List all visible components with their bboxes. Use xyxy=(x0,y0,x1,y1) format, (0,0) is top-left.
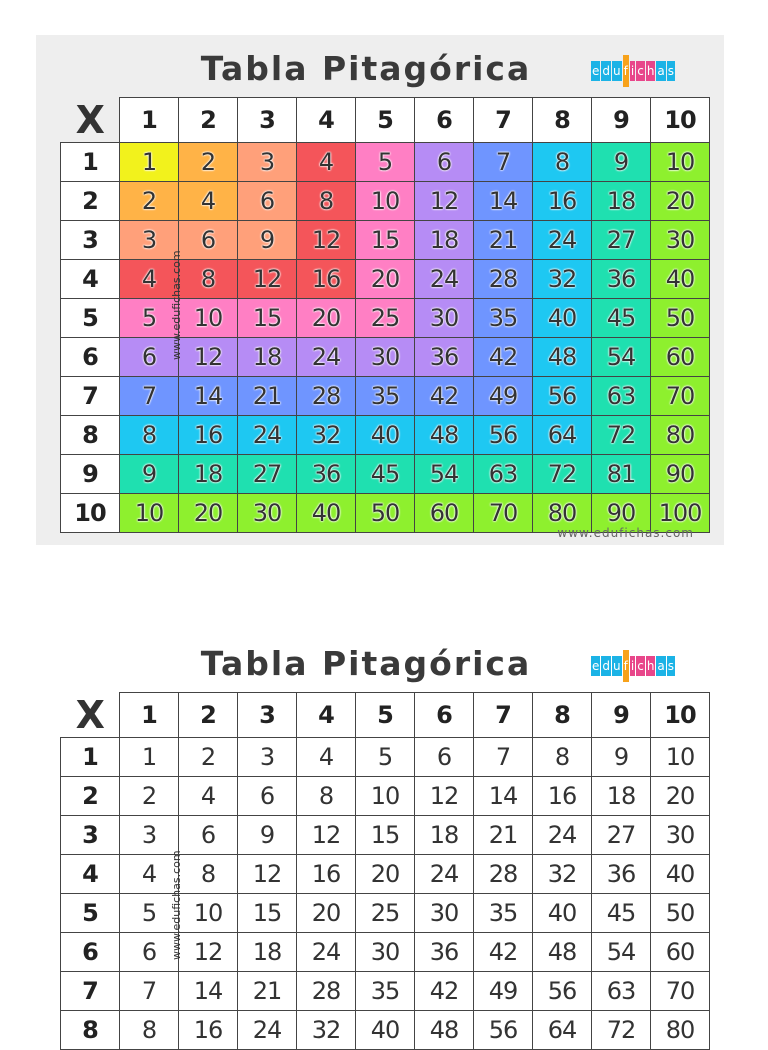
product-cell: 32 xyxy=(297,415,356,454)
product-cell: 25 xyxy=(356,893,415,932)
product-cell: 3 xyxy=(120,220,179,259)
edufichas-logo xyxy=(591,650,676,682)
product-cell: 5 xyxy=(356,142,415,181)
row-header: 8 xyxy=(61,1010,120,1049)
product-cell: 20 xyxy=(651,776,710,815)
product-cell: 14 xyxy=(474,181,533,220)
product-cell: 6 xyxy=(120,932,179,971)
product-cell: 36 xyxy=(415,337,474,376)
row-header: 4 xyxy=(61,854,120,893)
product-cell: 42 xyxy=(415,376,474,415)
product-cell: 8 xyxy=(297,776,356,815)
product-cell: 2 xyxy=(179,737,238,776)
multiplication-grid xyxy=(60,97,710,533)
product-cell: 4 xyxy=(297,142,356,181)
product-cell: 7 xyxy=(120,376,179,415)
product-cell: 6 xyxy=(120,337,179,376)
product-cell: 48 xyxy=(415,1010,474,1049)
product-cell: 21 xyxy=(474,220,533,259)
table-row xyxy=(61,181,710,220)
product-cell: 9 xyxy=(592,737,651,776)
product-cell: 16 xyxy=(533,181,592,220)
row-header: 10 xyxy=(61,493,120,532)
product-cell: 32 xyxy=(533,854,592,893)
product-cell: 45 xyxy=(356,454,415,493)
logo-letter: u xyxy=(612,656,622,676)
product-cell: 8 xyxy=(297,181,356,220)
product-cell: 90 xyxy=(651,454,710,493)
product-cell: 9 xyxy=(120,454,179,493)
product-cell: 16 xyxy=(297,259,356,298)
column-header: 10 xyxy=(651,693,710,738)
product-cell: 54 xyxy=(415,454,474,493)
table-row xyxy=(61,298,710,337)
row-header: 5 xyxy=(61,893,120,932)
product-cell: 24 xyxy=(415,259,474,298)
logo-letter: s xyxy=(667,656,675,676)
row-header: 3 xyxy=(61,220,120,259)
row-header: 7 xyxy=(61,971,120,1010)
product-cell: 27 xyxy=(238,454,297,493)
product-cell: 12 xyxy=(238,854,297,893)
product-cell: 4 xyxy=(179,776,238,815)
product-cell: 56 xyxy=(533,971,592,1010)
vertical-watermark: www.edufichas.com xyxy=(170,250,183,360)
product-cell: 5 xyxy=(120,893,179,932)
table-title: Tabla Pitagórica xyxy=(200,49,532,88)
product-cell: 20 xyxy=(356,259,415,298)
product-cell: 21 xyxy=(238,971,297,1010)
column-header: 5 xyxy=(356,98,415,143)
table-row xyxy=(61,815,710,854)
product-cell: 14 xyxy=(179,376,238,415)
product-cell: 4 xyxy=(120,259,179,298)
product-cell: 8 xyxy=(533,142,592,181)
product-cell: 12 xyxy=(179,932,238,971)
product-cell: 54 xyxy=(592,337,651,376)
product-cell: 24 xyxy=(297,932,356,971)
product-cell: 16 xyxy=(179,415,238,454)
product-cell: 32 xyxy=(297,1010,356,1049)
row-header: 3 xyxy=(61,815,120,854)
product-cell: 40 xyxy=(651,259,710,298)
column-header: 4 xyxy=(297,98,356,143)
product-cell: 18 xyxy=(179,454,238,493)
product-cell: 24 xyxy=(297,337,356,376)
row-header: 2 xyxy=(61,181,120,220)
product-cell: 4 xyxy=(297,737,356,776)
product-cell: 1 xyxy=(120,142,179,181)
table-row xyxy=(61,259,710,298)
product-cell: 15 xyxy=(356,220,415,259)
product-cell: 25 xyxy=(356,298,415,337)
header-row xyxy=(61,693,710,738)
product-cell: 12 xyxy=(415,181,474,220)
table-row xyxy=(61,142,710,181)
product-cell: 90 xyxy=(592,493,651,532)
product-cell: 54 xyxy=(592,932,651,971)
product-cell: 30 xyxy=(415,298,474,337)
column-header: 9 xyxy=(592,693,651,738)
product-cell: 7 xyxy=(474,737,533,776)
product-cell: 36 xyxy=(415,932,474,971)
product-cell: 9 xyxy=(238,220,297,259)
row-header: 6 xyxy=(61,932,120,971)
column-header: 2 xyxy=(179,693,238,738)
product-cell: 18 xyxy=(238,932,297,971)
column-header: 3 xyxy=(238,98,297,143)
product-cell: 2 xyxy=(120,181,179,220)
header-row xyxy=(61,98,710,143)
row-header: 1 xyxy=(61,142,120,181)
product-cell: 30 xyxy=(356,932,415,971)
product-cell: 1 xyxy=(120,737,179,776)
product-cell: 10 xyxy=(651,737,710,776)
column-header: 6 xyxy=(415,693,474,738)
table-row xyxy=(61,337,710,376)
product-cell: 20 xyxy=(179,493,238,532)
logo-letter: i xyxy=(630,656,635,676)
product-cell: 35 xyxy=(474,893,533,932)
product-cell: 27 xyxy=(592,220,651,259)
product-cell: 10 xyxy=(356,776,415,815)
logo-letter: e xyxy=(591,61,600,81)
logo-letter: d xyxy=(601,61,611,81)
product-cell: 48 xyxy=(415,415,474,454)
product-cell: 80 xyxy=(651,415,710,454)
product-cell: 6 xyxy=(238,181,297,220)
table-row xyxy=(61,1010,710,1049)
product-cell: 48 xyxy=(533,932,592,971)
column-header: 8 xyxy=(533,98,592,143)
product-cell: 8 xyxy=(533,737,592,776)
product-cell: 45 xyxy=(592,298,651,337)
logo-letter: e xyxy=(591,656,600,676)
product-cell: 24 xyxy=(533,220,592,259)
product-cell: 9 xyxy=(592,142,651,181)
product-cell: 2 xyxy=(179,142,238,181)
column-header: 4 xyxy=(297,693,356,738)
product-cell: 56 xyxy=(474,415,533,454)
product-cell: 6 xyxy=(238,776,297,815)
product-cell: 36 xyxy=(297,454,356,493)
product-cell: 42 xyxy=(415,971,474,1010)
row-header: 4 xyxy=(61,259,120,298)
column-header: 10 xyxy=(651,98,710,143)
table-row xyxy=(61,932,710,971)
product-cell: 27 xyxy=(592,815,651,854)
product-cell: 40 xyxy=(533,893,592,932)
logo-letter: c xyxy=(636,61,645,81)
vertical-watermark: www.edufichas.com xyxy=(170,850,183,960)
product-cell: 12 xyxy=(415,776,474,815)
product-cell: 42 xyxy=(474,337,533,376)
column-header: 5 xyxy=(356,693,415,738)
product-cell: 70 xyxy=(651,971,710,1010)
table-row xyxy=(61,776,710,815)
product-cell: 30 xyxy=(651,220,710,259)
product-cell: 49 xyxy=(474,376,533,415)
product-cell: 48 xyxy=(533,337,592,376)
product-cell: 28 xyxy=(474,259,533,298)
product-cell: 32 xyxy=(533,259,592,298)
row-header: 7 xyxy=(61,376,120,415)
logo-letter: i xyxy=(630,61,635,81)
logo-letter: d xyxy=(601,656,611,676)
product-cell: 8 xyxy=(120,1010,179,1049)
product-cell: 63 xyxy=(592,376,651,415)
column-header: 1 xyxy=(120,98,179,143)
column-header: 7 xyxy=(474,98,533,143)
column-header: 8 xyxy=(533,693,592,738)
product-cell: 21 xyxy=(474,815,533,854)
product-cell: 20 xyxy=(651,181,710,220)
column-header: 3 xyxy=(238,693,297,738)
product-cell: 10 xyxy=(120,493,179,532)
product-cell: 56 xyxy=(533,376,592,415)
product-cell: 72 xyxy=(592,1010,651,1049)
product-cell: 28 xyxy=(297,971,356,1010)
colored-multiplication-table-card xyxy=(36,35,724,545)
product-cell: 18 xyxy=(415,815,474,854)
product-cell: 72 xyxy=(592,415,651,454)
column-header: 6 xyxy=(415,98,474,143)
table-row xyxy=(61,854,710,893)
product-cell: 4 xyxy=(179,181,238,220)
product-cell: 81 xyxy=(592,454,651,493)
product-cell: 50 xyxy=(356,493,415,532)
product-cell: 18 xyxy=(592,181,651,220)
product-cell: 30 xyxy=(651,815,710,854)
product-cell: 56 xyxy=(474,1010,533,1049)
product-cell: 12 xyxy=(238,259,297,298)
column-header: 2 xyxy=(179,98,238,143)
row-header: 5 xyxy=(61,298,120,337)
product-cell: 40 xyxy=(356,415,415,454)
product-cell: 18 xyxy=(592,776,651,815)
product-cell: 28 xyxy=(474,854,533,893)
product-cell: 18 xyxy=(238,337,297,376)
column-header: 7 xyxy=(474,693,533,738)
product-cell: 2 xyxy=(120,776,179,815)
table-row xyxy=(61,376,710,415)
product-cell: 20 xyxy=(297,298,356,337)
plain-multiplication-table-card xyxy=(36,630,724,1050)
product-cell: 60 xyxy=(651,932,710,971)
product-cell: 5 xyxy=(120,298,179,337)
logo-letter: a xyxy=(656,656,665,676)
table-title: Tabla Pitagórica xyxy=(200,644,532,683)
product-cell: 35 xyxy=(474,298,533,337)
product-cell: 12 xyxy=(179,337,238,376)
product-cell: 20 xyxy=(297,893,356,932)
product-cell: 49 xyxy=(474,971,533,1010)
product-cell: 50 xyxy=(651,893,710,932)
product-cell: 80 xyxy=(651,1010,710,1049)
product-cell: 60 xyxy=(415,493,474,532)
product-cell: 12 xyxy=(297,220,356,259)
product-cell: 40 xyxy=(356,1010,415,1049)
product-cell: 45 xyxy=(592,893,651,932)
product-cell: 35 xyxy=(356,376,415,415)
product-cell: 16 xyxy=(533,776,592,815)
product-cell: 12 xyxy=(297,815,356,854)
product-cell: 16 xyxy=(297,854,356,893)
footer-url: www.edufichas.com xyxy=(557,526,694,540)
product-cell: 6 xyxy=(179,815,238,854)
product-cell: 30 xyxy=(356,337,415,376)
logo-letter: h xyxy=(646,656,656,676)
product-cell: 8 xyxy=(179,854,238,893)
logo-letter: f xyxy=(623,55,629,87)
product-cell: 9 xyxy=(238,815,297,854)
table-row xyxy=(61,220,710,259)
product-cell: 6 xyxy=(179,220,238,259)
product-cell: 4 xyxy=(120,854,179,893)
product-cell: 10 xyxy=(179,298,238,337)
product-cell: 40 xyxy=(533,298,592,337)
table-row xyxy=(61,971,710,1010)
product-cell: 24 xyxy=(238,1010,297,1049)
table-row xyxy=(61,737,710,776)
product-cell: 40 xyxy=(651,854,710,893)
product-cell: 50 xyxy=(651,298,710,337)
table-row xyxy=(61,454,710,493)
logo-letter: a xyxy=(656,61,665,81)
row-header: 9 xyxy=(61,454,120,493)
product-cell: 10 xyxy=(356,181,415,220)
logo-letter: h xyxy=(646,61,656,81)
column-header: 9 xyxy=(592,98,651,143)
product-cell: 64 xyxy=(533,1010,592,1049)
product-cell: 36 xyxy=(592,854,651,893)
product-cell: 15 xyxy=(238,298,297,337)
product-cell: 20 xyxy=(356,854,415,893)
product-cell: 70 xyxy=(651,376,710,415)
logo-letter: c xyxy=(636,656,645,676)
product-cell: 28 xyxy=(297,376,356,415)
product-cell: 24 xyxy=(533,815,592,854)
row-header: 2 xyxy=(61,776,120,815)
product-cell: 6 xyxy=(415,737,474,776)
product-cell: 24 xyxy=(415,854,474,893)
product-cell: 7 xyxy=(474,142,533,181)
product-cell: 16 xyxy=(179,1010,238,1049)
product-cell: 8 xyxy=(179,259,238,298)
product-cell: 8 xyxy=(120,415,179,454)
column-header: 1 xyxy=(120,693,179,738)
product-cell: 40 xyxy=(297,493,356,532)
product-cell: 21 xyxy=(238,376,297,415)
product-cell: 14 xyxy=(179,971,238,1010)
product-cell: 64 xyxy=(533,415,592,454)
product-cell: 3 xyxy=(238,737,297,776)
product-cell: 100 xyxy=(651,493,710,532)
product-cell: 5 xyxy=(356,737,415,776)
product-cell: 30 xyxy=(415,893,474,932)
product-cell: 72 xyxy=(533,454,592,493)
product-cell: 42 xyxy=(474,932,533,971)
product-cell: 14 xyxy=(474,776,533,815)
logo-letter: f xyxy=(623,650,629,682)
product-cell: 60 xyxy=(651,337,710,376)
product-cell: 36 xyxy=(592,259,651,298)
product-cell: 10 xyxy=(651,142,710,181)
product-cell: 3 xyxy=(238,142,297,181)
edufichas-logo xyxy=(591,55,676,87)
table-row xyxy=(61,893,710,932)
product-cell: 15 xyxy=(356,815,415,854)
product-cell: 10 xyxy=(179,893,238,932)
product-cell: 63 xyxy=(474,454,533,493)
product-cell: 15 xyxy=(238,893,297,932)
product-cell: 70 xyxy=(474,493,533,532)
product-cell: 3 xyxy=(120,815,179,854)
multiplication-grid xyxy=(60,692,710,1050)
product-cell: 7 xyxy=(120,971,179,1010)
row-header: 1 xyxy=(61,737,120,776)
logo-letter: s xyxy=(667,61,675,81)
product-cell: 18 xyxy=(415,220,474,259)
row-header: 6 xyxy=(61,337,120,376)
product-cell: 30 xyxy=(238,493,297,532)
product-cell: 80 xyxy=(533,493,592,532)
product-cell: 6 xyxy=(415,142,474,181)
table-row xyxy=(61,415,710,454)
logo-letter: u xyxy=(612,61,622,81)
product-cell: 63 xyxy=(592,971,651,1010)
product-cell: 24 xyxy=(238,415,297,454)
corner-label: X xyxy=(75,692,104,737)
corner-label: X xyxy=(75,97,104,142)
product-cell: 35 xyxy=(356,971,415,1010)
row-header: 8 xyxy=(61,415,120,454)
